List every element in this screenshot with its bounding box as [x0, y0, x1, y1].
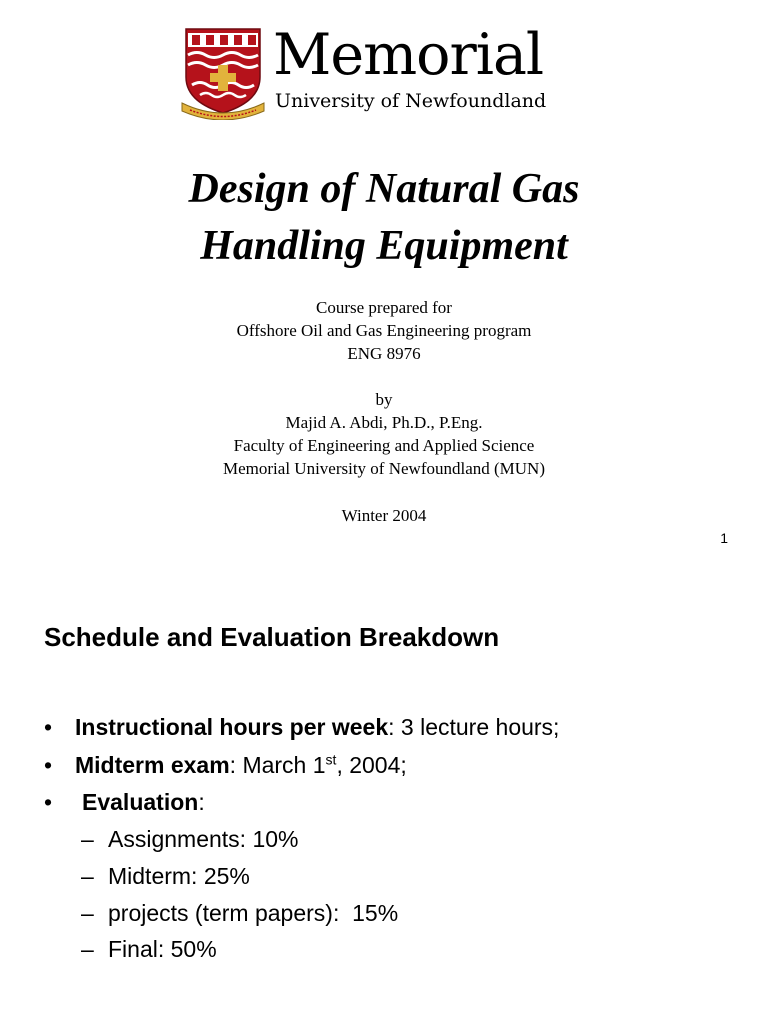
- course-code: ENG 8976: [347, 344, 421, 363]
- logo-wordmark: Memorial: [273, 22, 544, 88]
- bullet-label: Instructional hours per week: [75, 714, 389, 740]
- course-prepared-for: Course prepared for: [316, 298, 452, 317]
- university-crest-icon: [180, 25, 266, 120]
- bullet-marker: •: [44, 714, 53, 740]
- evaluation-item-text: Assignments: 10%: [108, 826, 299, 852]
- bullet-marker: •: [44, 789, 53, 815]
- sub-bullet-marker: –: [81, 936, 94, 962]
- sub-bullet-marker: –: [81, 900, 94, 926]
- faculty-name: Faculty of Engineering and Applied Science: [233, 436, 535, 455]
- page-number: 1: [720, 530, 728, 546]
- evaluation-item: [81, 861, 250, 891]
- bullet-text-after: , 2004;: [336, 752, 407, 778]
- university-name: Memorial University of Newfoundland (MUN): [223, 459, 545, 478]
- bullet-label: Midterm exam: [75, 752, 230, 778]
- bullet-label: Evaluation: [82, 789, 199, 815]
- bullet-text: :: [198, 789, 205, 815]
- bullet-text: : March 1: [229, 752, 326, 778]
- evaluation-item: [81, 898, 398, 928]
- evaluation-item: [81, 934, 217, 964]
- bullet-marker: •: [44, 752, 53, 778]
- section-heading: Schedule and Evaluation Breakdown: [44, 622, 500, 652]
- program-name: Offshore Oil and Gas Engineering program: [236, 321, 532, 340]
- author-name: Majid A. Abdi, Ph.D., P.Eng.: [285, 413, 483, 432]
- bullet-instructional-hours: [44, 712, 559, 742]
- bullet-text: : 3 lecture hours;: [388, 714, 560, 740]
- term-date: Winter 2004: [341, 506, 427, 525]
- slide-title-line-1: Design of Natural Gas: [188, 166, 580, 212]
- sub-bullet-marker: –: [81, 863, 94, 889]
- logo-subtitle: University of Newfoundland: [275, 90, 547, 112]
- university-logo: [180, 22, 575, 120]
- bullet-evaluation: [44, 787, 205, 817]
- by-label: by: [375, 390, 393, 409]
- evaluation-item-text: Midterm: 25%: [108, 863, 250, 889]
- bullet-midterm-exam: [44, 750, 407, 780]
- sub-bullet-marker: –: [81, 826, 94, 852]
- evaluation-item-text: projects (term papers): 15%: [108, 900, 399, 926]
- evaluation-item-text: Final: 50%: [108, 936, 217, 962]
- slide-title-line-2: Handling Equipment: [200, 223, 568, 269]
- evaluation-item: [81, 824, 298, 854]
- bullet-superscript: st: [325, 751, 337, 768]
